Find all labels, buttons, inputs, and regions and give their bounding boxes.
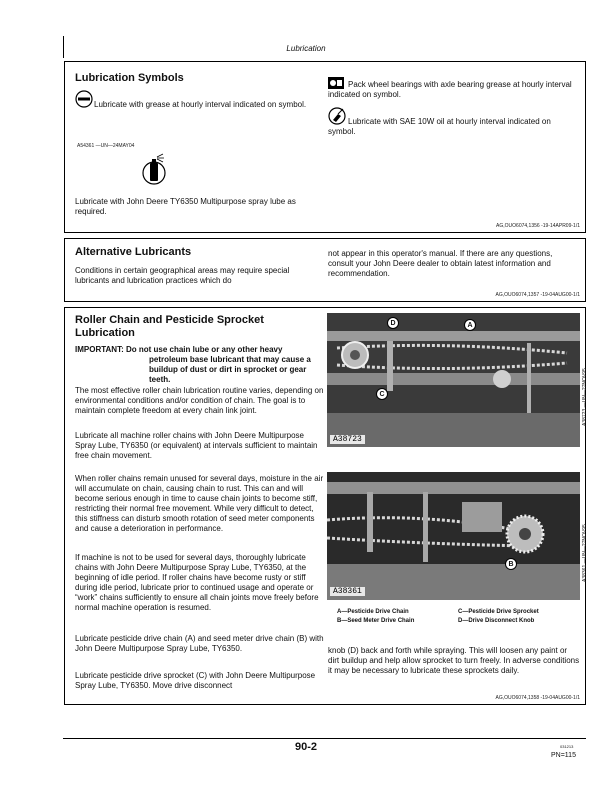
chain-photo-bottom-illustration	[327, 472, 580, 600]
legend-c: C—Pesticide Drive Sprocket	[458, 609, 539, 615]
spray-can-icon	[141, 153, 167, 187]
footer-rule	[63, 738, 586, 739]
roller-chain-p4: If machine is not to be used for several days, thoroughly lubricate chains with John Deere Multipurpose Spray Lube, TY6350, at the beginning of idle period. If roller chains have become rusty or stiff during idle period, lubricate prior to continued usage and operate or “work” chains sufficiently to ensure all chain joints move freely before normal machine operation is resumed.	[75, 553, 319, 612]
callout-d-top: D	[387, 317, 399, 329]
symbols-ref: AG,OUO6074,1356 -19-14APR09-1/1	[496, 223, 580, 229]
roller-chain-p2: Lubricate all machine roller chains with John Deere Multipurpose Spray Lube, TY6350 (or equivalent) at intervals sufficient to maintain free chain movement.	[75, 431, 318, 460]
alternative-lubricants-title: Alternative Lubricants	[75, 246, 192, 258]
page-number: 90-2	[294, 741, 318, 753]
callout-c-top: C	[376, 388, 388, 400]
lubrication-symbols-title: Lubrication Symbols	[75, 72, 184, 84]
alternative-lubricants-right: not appear in this operator's manual. If there are any questions, consult your John Deere dealer to obtain latest information and recommendation.	[328, 249, 553, 278]
callout-a-top: A	[464, 319, 476, 331]
footer-small-code: 031213	[560, 744, 574, 749]
wheel-bearing-text: Pack wheel bearings with axle bearing grease at hourly interval indicated on symbol.	[328, 80, 572, 99]
chain-photo-top-illustration	[327, 313, 580, 447]
legend-d: D—Drive Disconnect Knob	[458, 618, 535, 624]
roller-chain-p1: The most effective roller chain lubrication routine varies, depending on environmental conditions and/or condition of chain. The goal is to maintain complete freedom at every chain link joint.	[75, 386, 324, 415]
chain-photo-top	[327, 313, 580, 447]
photo1-label: A38723	[330, 435, 365, 444]
legend-b: B—Seed Meter Drive Chain	[337, 618, 415, 624]
section-title: Lubrication	[286, 44, 326, 53]
roller-chain-title-line1: Roller Chain and Pesticide Sprocket	[75, 314, 264, 326]
footer-pn: PN=115	[551, 752, 576, 759]
alternative-lubricants-ref: AG,OUO6074,1357 -19-04AUG00-1/1	[495, 292, 580, 298]
roller-chain-p3: When roller chains remain unused for several days, moisture in the air will accumulate on chain, causing chain to rust. This can and will become serious enough in time to cause chain joints to become stiff, restricting their normal free movement. While very difficult to detect, this stiffness can disturb smooth rotation of seed meter components and cause a deterioration in performance.	[75, 474, 324, 533]
roller-chain-ref: AG,OUO6074,1358 -19-04AUG00-1/1	[495, 695, 580, 701]
photo2-code: A38361 —UN—27NOV95	[582, 524, 588, 582]
roller-chain-right-text: knob (D) back and forth while spraying. This will loosen any paint or dirt buildup and help allow sprocket to turn freely. In adverse conditions it may be necessary to lubricate these sprockets daily.	[328, 646, 580, 675]
roller-chain-p5: Lubricate pesticide drive chain (A) and seed meter drive chain (B) with John Deere Multipurpose Spray Lube, TY6350.	[75, 634, 324, 653]
grease-text: Lubricate with grease at hourly interval indicated on symbol.	[94, 100, 307, 109]
oil-text: Lubricate with SAE 10W oil at hourly interval indicated on symbol.	[328, 117, 551, 136]
important-notice: IMPORTANT: Do not use chain lube or any other heavy petroleum base lubricant that may cause a buildup of dust or dirt in sprocket or gear teeth.	[75, 345, 311, 384]
callout-b-bottom: B	[505, 558, 517, 570]
legend-a: A—Pesticide Drive Chain	[337, 609, 409, 615]
symbols-image-code: A54361 —UN—24MAY04	[77, 143, 135, 149]
spray-text: Lubricate with John Deere TY6350 Multipurpose spray lube as required.	[75, 197, 296, 216]
roller-chain-title-line2: Lubrication	[75, 327, 135, 339]
roller-chain-p6: Lubricate pesticide drive sprocket (C) with John Deere Multipurpose Spray Lube, TY6350. Move drive disconnect	[75, 671, 316, 690]
photo1-code: A38723 —UN—27NOV95	[582, 368, 588, 426]
alternative-lubricants-left: Conditions in certain geographical areas may require special lubricants and lubrication practices which do	[75, 266, 290, 285]
photo2-label: A38361	[330, 587, 365, 596]
chain-photo-bottom	[327, 472, 580, 600]
